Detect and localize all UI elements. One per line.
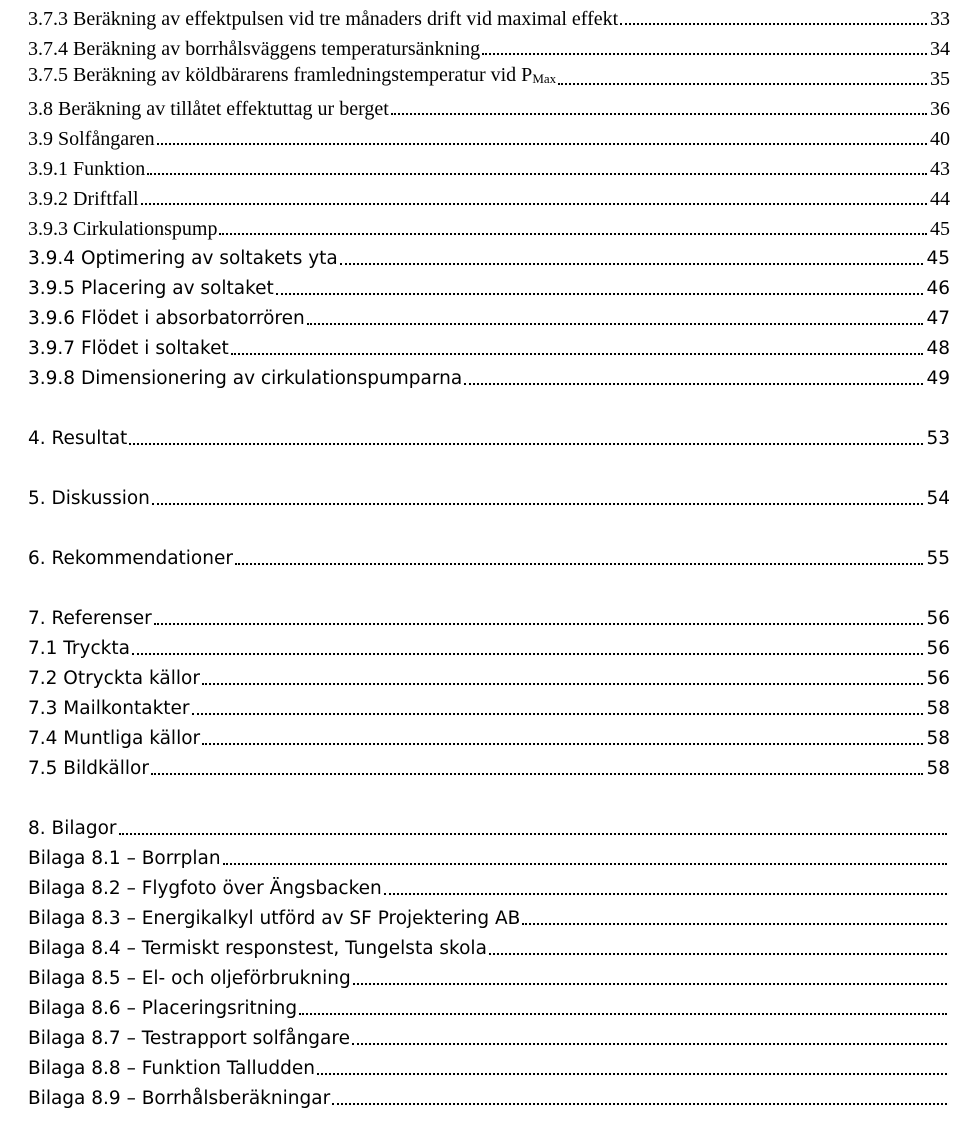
toc-entry-label: Bilaga 8.8 – Funktion Talludden xyxy=(28,1058,315,1079)
toc-entry-page: 49 xyxy=(926,368,950,389)
toc-entry-bilaga-8-9[interactable] xyxy=(28,1081,950,1111)
toc-entry-label: 7.5 Bildkällor xyxy=(28,758,149,779)
toc-entry-5[interactable] xyxy=(28,481,950,511)
toc-entry-6[interactable] xyxy=(28,541,950,571)
toc-entry-label: 3.9.6 Flödet i absorbatorrören xyxy=(28,308,305,329)
toc-entry-bilaga-8-1[interactable] xyxy=(28,841,950,871)
toc-dot-leader xyxy=(132,653,924,655)
toc-entry-label: Bilaga 8.9 – Borrhålsberäkningar xyxy=(28,1088,331,1109)
toc-entry-page: 33 xyxy=(930,8,950,30)
toc-entry-label: 3.7.4 Beräkning av borrhålsväggens temperatursänkning xyxy=(28,38,481,60)
toc-entry-3-9-4[interactable] xyxy=(28,241,950,271)
toc-entry-label: 3.9.1 Funktion xyxy=(28,158,146,180)
toc-entry-page: 58 xyxy=(926,758,950,779)
toc-entry-label: Bilaga 8.7 – Testrapport solfångare xyxy=(28,1028,350,1049)
toc-dot-leader xyxy=(147,173,927,175)
toc-entry-page: 56 xyxy=(926,668,950,689)
toc-entry-page: 48 xyxy=(926,338,950,359)
toc-dot-leader xyxy=(192,713,924,715)
toc-dot-leader xyxy=(340,263,924,265)
toc-entry-7-3[interactable] xyxy=(28,691,950,721)
toc-dot-leader xyxy=(332,1103,947,1105)
toc-entry-7[interactable] xyxy=(28,601,950,631)
toc-entry-label: Bilaga 8.4 – Termiskt responstest, Tungelsta skola xyxy=(28,938,487,959)
toc-entry-page: 40 xyxy=(930,128,950,150)
toc-dot-leader xyxy=(129,443,923,445)
toc-entry-label-subscript: Max xyxy=(532,71,557,86)
toc-entry-3-9[interactable] xyxy=(28,121,950,151)
toc-entry-3-8[interactable] xyxy=(28,91,950,121)
toc-entry-3-9-6[interactable] xyxy=(28,301,950,331)
toc-entry-page: 45 xyxy=(930,218,950,240)
toc-dot-leader xyxy=(299,1013,947,1015)
toc-entry-label: Bilaga 8.5 – El- och oljeförbrukning xyxy=(28,968,351,989)
toc-entry-bilaga-8-5[interactable] xyxy=(28,961,950,991)
toc-entry-4[interactable] xyxy=(28,421,950,451)
toc-dot-leader xyxy=(231,353,924,355)
toc-dot-leader xyxy=(482,53,927,55)
toc-entry-label: 3.9.3 Cirkulationspump xyxy=(28,218,218,240)
toc-entry-bilaga-8-7[interactable] xyxy=(28,1021,950,1051)
toc-entry-page: 58 xyxy=(926,728,950,749)
toc-entry-3-7-4[interactable] xyxy=(28,31,950,61)
toc-dot-leader xyxy=(219,233,927,235)
toc-entry-page: 56 xyxy=(926,608,950,629)
toc-entry-label: 4. Resultat xyxy=(28,428,128,449)
toc-dot-leader xyxy=(154,623,924,625)
toc-entry-label: 7.2 Otryckta källor xyxy=(28,668,200,689)
toc-entry-3-9-7[interactable] xyxy=(28,331,950,361)
toc-entry-label: 3.9.4 Optimering av soltakets yta xyxy=(28,248,338,269)
toc-entry-bilaga-8-2[interactable] xyxy=(28,871,950,901)
toc-dot-leader xyxy=(620,23,927,25)
toc-entry-3-9-3[interactable] xyxy=(28,211,950,241)
toc-dot-leader xyxy=(391,113,927,115)
toc-entry-page: 58 xyxy=(926,698,950,719)
toc-entry-label: Bilaga 8.2 – Flygfoto över Ängsbacken xyxy=(28,878,382,899)
toc-entry-label: 3.9 Solfångaren xyxy=(28,128,155,150)
toc-dot-leader xyxy=(558,83,927,85)
toc-entry-page: 46 xyxy=(926,278,950,299)
toc-entry-bilaga-8-8[interactable] xyxy=(28,1051,950,1081)
toc-entry-label-text: 3.7.5 Beräkning av köldbärarens framledningstemperatur vid P xyxy=(28,64,533,86)
toc-entry-label: 6. Rekommendationer xyxy=(28,548,233,569)
toc-entry-label: 3.9.8 Dimensionering av cirkulationspumparna xyxy=(28,368,463,389)
toc-dot-leader xyxy=(202,683,923,685)
toc-entry-label: 3.9.5 Placering av soltaket xyxy=(28,278,274,299)
toc-entry-7-2[interactable] xyxy=(28,661,950,691)
toc-dot-leader xyxy=(141,203,927,205)
toc-dot-leader xyxy=(157,143,927,145)
toc-entry-3-9-5[interactable] xyxy=(28,271,950,301)
toc-entry-bilaga-8-3[interactable] xyxy=(28,901,950,931)
toc-entry-label: Bilaga 8.6 – Placeringsritning xyxy=(28,998,298,1019)
toc-dot-leader xyxy=(317,1073,947,1075)
toc-entry-3-7-5[interactable] xyxy=(28,61,950,91)
toc-entry-page: 34 xyxy=(930,38,950,60)
toc-dot-leader xyxy=(119,833,947,835)
toc-entry-7-5[interactable] xyxy=(28,751,950,781)
toc-dot-leader xyxy=(223,863,947,865)
toc-entry-page: 36 xyxy=(930,98,950,120)
toc-entry-page: 47 xyxy=(926,308,950,329)
toc-entry-3-9-1[interactable] xyxy=(28,151,950,181)
toc-dot-leader xyxy=(235,563,923,565)
toc-entry-label: 7.4 Muntliga källor xyxy=(28,728,201,749)
toc-dot-leader xyxy=(276,293,924,295)
toc-dot-leader xyxy=(152,503,924,505)
toc-entry-label: 7. Referenser xyxy=(28,608,152,629)
toc-entry-label: 7.3 Mailkontakter xyxy=(28,698,190,719)
toc-dot-leader xyxy=(353,983,947,985)
toc-dot-leader xyxy=(202,743,923,745)
toc-dot-leader xyxy=(464,383,923,385)
toc-entry-label: Bilaga 8.3 – Energikalkyl utförd av SF Projektering AB xyxy=(28,908,521,929)
toc-entry-label: 3.7.3 Beräkning av effektpulsen vid tre månaders drift vid maximal effekt xyxy=(28,8,619,30)
toc-entry-label: 3.9.2 Driftfall xyxy=(28,188,139,210)
toc-entry-3-9-2[interactable] xyxy=(28,181,950,211)
toc-entry-label: 7.1 Tryckta xyxy=(28,638,130,659)
toc-entry-bilaga-8-4[interactable] xyxy=(28,931,950,961)
toc-entry-page: 44 xyxy=(930,188,950,210)
toc-dot-leader xyxy=(522,923,947,925)
toc-entry-label: 3.9.7 Flödet i soltaket xyxy=(28,338,229,359)
toc-entry-page: 54 xyxy=(926,488,950,509)
toc-entry-bilaga-8-6[interactable] xyxy=(28,991,950,1021)
toc-dot-leader xyxy=(352,1043,947,1045)
toc-entry-page: 35 xyxy=(930,68,950,90)
toc-entry-page: 43 xyxy=(930,158,950,180)
toc-dot-leader xyxy=(307,323,924,325)
toc-entry-3-9-8[interactable] xyxy=(28,361,950,391)
toc-entry-page: 45 xyxy=(926,248,950,269)
toc-entry-page: 56 xyxy=(926,638,950,659)
toc-entry-page: 53 xyxy=(926,428,950,449)
toc-dot-leader xyxy=(384,893,947,895)
toc-entry-7-1[interactable] xyxy=(28,631,950,661)
toc-entry-page: 55 xyxy=(926,548,950,569)
toc-dot-leader xyxy=(151,773,924,775)
toc-entry-label: 8. Bilagor xyxy=(28,818,117,839)
toc-dot-leader xyxy=(489,953,947,955)
toc-entry-label: Bilaga 8.1 – Borrplan xyxy=(28,848,221,869)
toc-entry-label xyxy=(28,63,556,91)
toc-entry-7-4[interactable] xyxy=(28,721,950,751)
toc-entry-label: 5. Diskussion xyxy=(28,488,150,509)
toc-entry-3-7-3[interactable] xyxy=(28,1,950,31)
toc-entry-label: 3.8 Beräkning av tillåtet effektuttag ur berget xyxy=(28,98,389,120)
toc-entry-8[interactable] xyxy=(28,811,950,841)
